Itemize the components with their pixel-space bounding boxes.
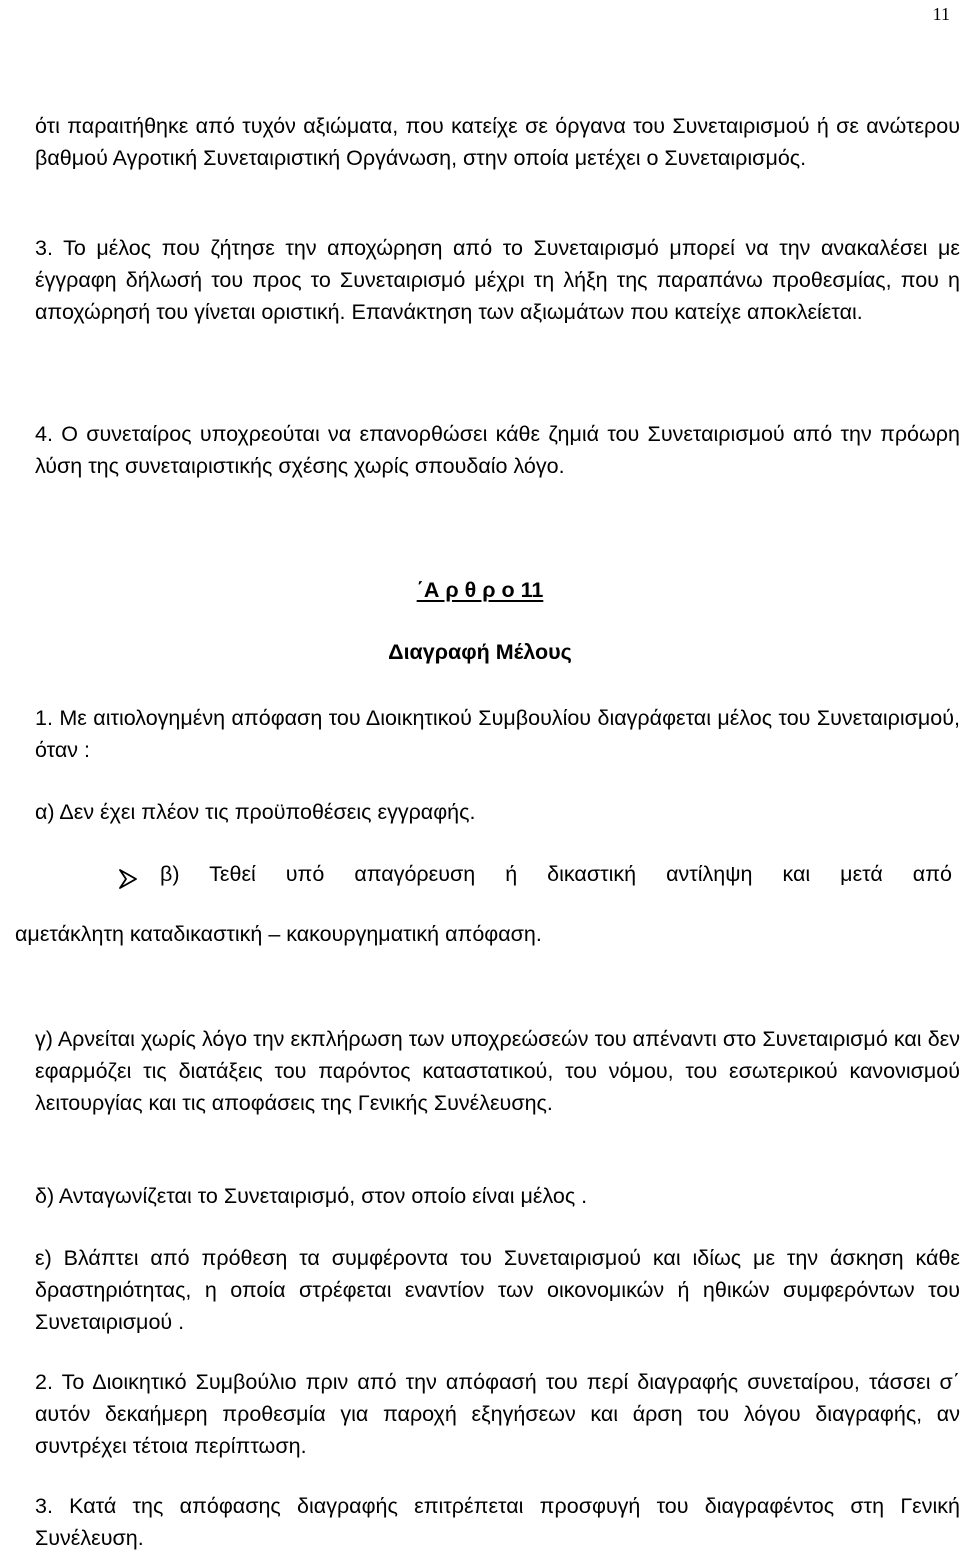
clause-2: 2. Το Διοικητικό Συμβούλιο πριν από την απόφασή του περί διαγραφής συνεταίρου, τάσσει σ΄ αυτόν δεκαήμερη προθεσμία για παροχή εξηγήσεων και άρση του λόγου διαγραφής, αν συντρέχει τέτοια περίπτωση.: [35, 1370, 960, 1458]
paragraph-4: [35, 418, 960, 482]
clause-3: 3. Κατά της απόφασης διαγραφής επιτρέπεται προσφυγή του διαγραφέντος στη Γενική Συνέλευση.: [35, 1494, 960, 1550]
clause-b-line-1: β) Τεθεί υπό απαγόρευση ή δικαστική αντίληψη και μετά από: [160, 862, 952, 886]
clause-g: γ) Αρνείται χωρίς λόγο την εκπλήρωση των υποχρεώσεών του απέναντι στο Συνεταιρισμό και δεν εφαρμόζει τις διατάξεις του παρόντος καταστατικού, του νόμου, του εσωτερικού κανονισμού λειτουργίας και τις αποφάσεις της Γενικής Συνέλευσης.: [35, 1027, 960, 1115]
page-number: 11: [932, 4, 950, 24]
paragraph-3-text: Το μέλος που ζήτησε την αποχώρηση από το Συνεταιρισμό μπορεί να την ανακαλέσει με έγγραφη δήλωσή του προς το Συνεταιρισμό μέχρι τη λήξη της παραπάνω προθεσμίας, που η αποχώρησή του γίνεται οριστική. Επανάκτηση των αξιωμάτων που κατείχε αποκλείεται.: [35, 236, 960, 324]
clause-a: α) Δεν έχει πλέον τις προϋποθέσεις εγγραφής.: [35, 800, 476, 824]
paragraph-continuation: ότι παραιτήθηκε από τυχόν αξιώματα, που κατείχε σε όργανα του Συνεταιρισμού ή σε ανώτερου βαθμού Αγροτική Συνεταιριστική Οργάνωση, στην οποία μετέχει ο Συνεταιρισμός.: [35, 114, 960, 170]
clause-1: 1. Με αιτιολογημένη απόφαση του Διοικητικού Συμβουλίου διαγράφεται μέλος του Συνεταιρισμού, όταν :: [35, 706, 960, 762]
arrow-bullet-icon: [117, 868, 139, 890]
paragraph-3: [35, 232, 960, 328]
paragraph-4-text: Ο συνεταίρος υποχρεούται να επανορθώσει κάθε ζημιά του Συνεταιρισμού από την πρόωρη λύση της συνεταιριστικής σχέσης χωρίς σπουδαίο λόγο.: [35, 422, 960, 478]
clause-d: δ) Ανταγωνίζεται το Συνεταιρισμό, στον οποίο είναι μέλος .: [35, 1184, 588, 1208]
article-title: ΄Α ρ θ ρ ο 11: [416, 578, 544, 602]
clause-e: ε) Βλάπτει από πρόθεση τα συμφέροντα του Συνεταιρισμού και ιδίως με την άσκηση κάθε δραστηριότητας, η οποία στρέφεται εναντίον των οικονομικών ή ηθικών συμφερόντων του Συνεταιρισμού .: [35, 1246, 960, 1334]
clause-b-line-2: αμετάκλητη καταδικαστική – κακουργηματική απόφαση.: [15, 922, 542, 946]
article-subtitle: Διαγραφή Μέλους: [388, 640, 572, 664]
paragraph-4-number: 4.: [35, 422, 53, 446]
paragraph-3-number: 3.: [35, 236, 53, 260]
